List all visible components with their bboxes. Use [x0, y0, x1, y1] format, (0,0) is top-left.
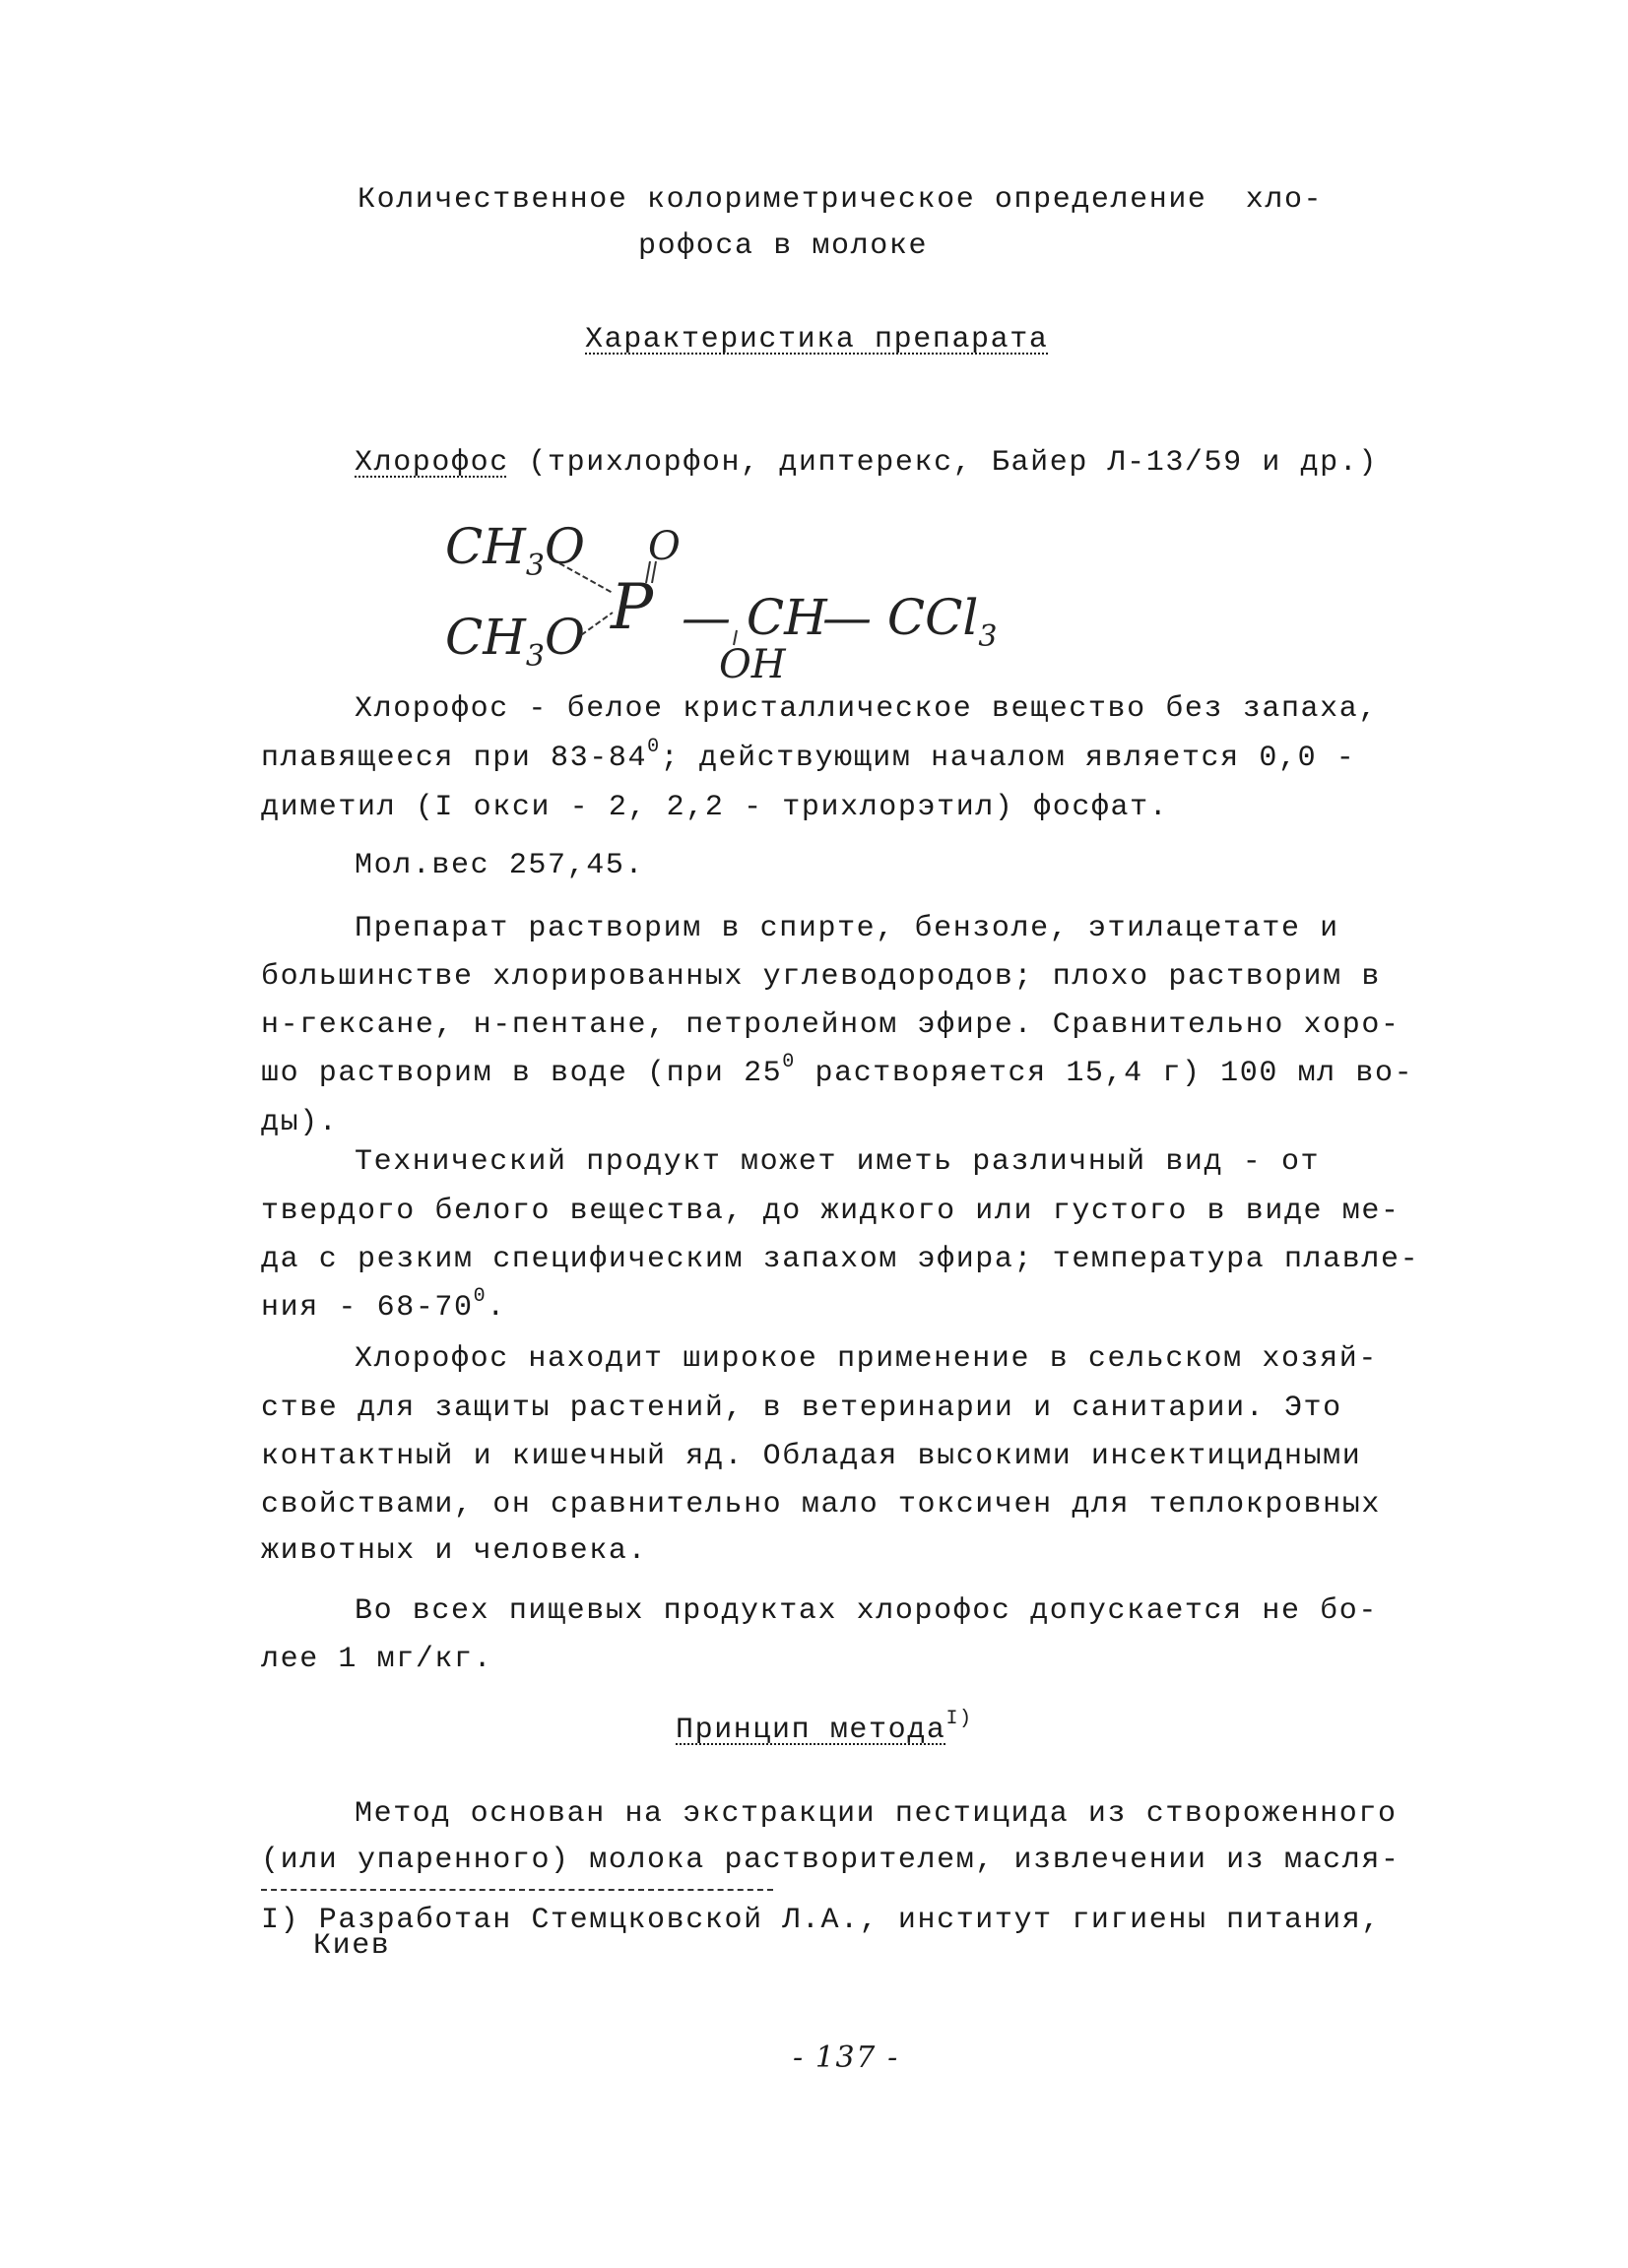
- title-line-2: рофоса в молоке: [638, 229, 929, 263]
- footnote-divider: [261, 1889, 773, 1891]
- formula-ch3o-upper: $CH_3O$: [445, 518, 585, 583]
- para2-line4: шо растворим в воде (при $25^0$ растворяется 15,4 г) 100 мл во-: [261, 1051, 1414, 1090]
- para3-line1: Технический продукт может иметь различный вид - от: [355, 1145, 1321, 1179]
- formula-o-double: O: [648, 524, 681, 569]
- footnote-line2: Киев: [313, 1929, 391, 1963]
- para6-line1: Метод основан на экстракции пестицида из створоженного: [355, 1797, 1398, 1831]
- para2-line2: большинстве хлорированных углеводородов; плохо растворим в: [261, 960, 1381, 994]
- para4-line4: свойствами, он сравнительно мало токсичен для теплокровных: [261, 1488, 1381, 1522]
- para3-line2: твердого белого вещества, до жидкого или густого в виде ме-: [261, 1195, 1400, 1228]
- formula-ch: — CH: [682, 589, 827, 646]
- para1-line2: плавящееся при $83-84^0$; действующим началом является 0,0 -: [261, 736, 1356, 775]
- substance-synonyms: (трихлорфон, диптерекс, Байер Л-13/59 и др.): [508, 446, 1378, 480]
- para5-line1: Во всех пищевых продуктах хлорофос допускается не бо-: [355, 1594, 1378, 1628]
- title-line-1: Количественное колориметрическое определение хло-: [358, 183, 1324, 217]
- substance-name: Хлорофос: [355, 446, 509, 480]
- footnote-line1: I) Разработан Стемцковской Л.А., институт гигиены питания,: [261, 1904, 1381, 1937]
- page-number: - 137 -: [793, 2041, 899, 2075]
- formula-oh: OH: [719, 642, 786, 687]
- formula-ccl3: — CCl$_3$: [822, 589, 998, 654]
- formula-p: P: [611, 571, 654, 644]
- footnote-marker: I): [945, 1708, 973, 1730]
- section-heading-characteristics: Характеристика препарата: [585, 323, 1049, 356]
- para4-line2: стве для защиты растений, в ветеринарии и санитарии. Это: [261, 1392, 1342, 1425]
- section-heading-method-principle: Принцип метода$^{I)}$: [676, 1708, 973, 1747]
- para2-line3: н-гексане, н-пентане, петролейном эфире. Сравнительно хоро-: [261, 1008, 1400, 1042]
- formula-bonds: [0, 0, 1628, 788]
- para4-line3: контактный и кишечный яд. Обладая высокими инсектицидными: [261, 1440, 1362, 1473]
- para2-line5: ды).: [261, 1106, 339, 1139]
- formula-ch3o-lower: $CH_3O$: [445, 609, 585, 674]
- para3-line3: да с резким специфическим запахом эфира; температура плавле-: [261, 1243, 1420, 1276]
- para6-line2: (или упаренного) молока растворителем, извлечении из масля-: [261, 1844, 1400, 1877]
- para3-line4: ния - $68-70^0$.: [261, 1285, 506, 1325]
- molecular-weight: Мол.вес 257,45.: [355, 849, 645, 882]
- para1-line3: диметил (I окси - 2, 2,2 - трихлорэтил) фосфат.: [261, 791, 1169, 824]
- para1-line1: Хлорофос - белое кристаллическое вещество без запаха,: [355, 692, 1378, 726]
- para5-line2: лее 1 мг/кг.: [261, 1643, 493, 1676]
- para4-line1: Хлорофос находит широкое применение в сельском хозяй-: [355, 1342, 1378, 1376]
- para4-line5: животных и человека.: [261, 1534, 648, 1568]
- para2-line1: Препарат растворим в спирте, бензоле, этилацетате и: [355, 912, 1339, 945]
